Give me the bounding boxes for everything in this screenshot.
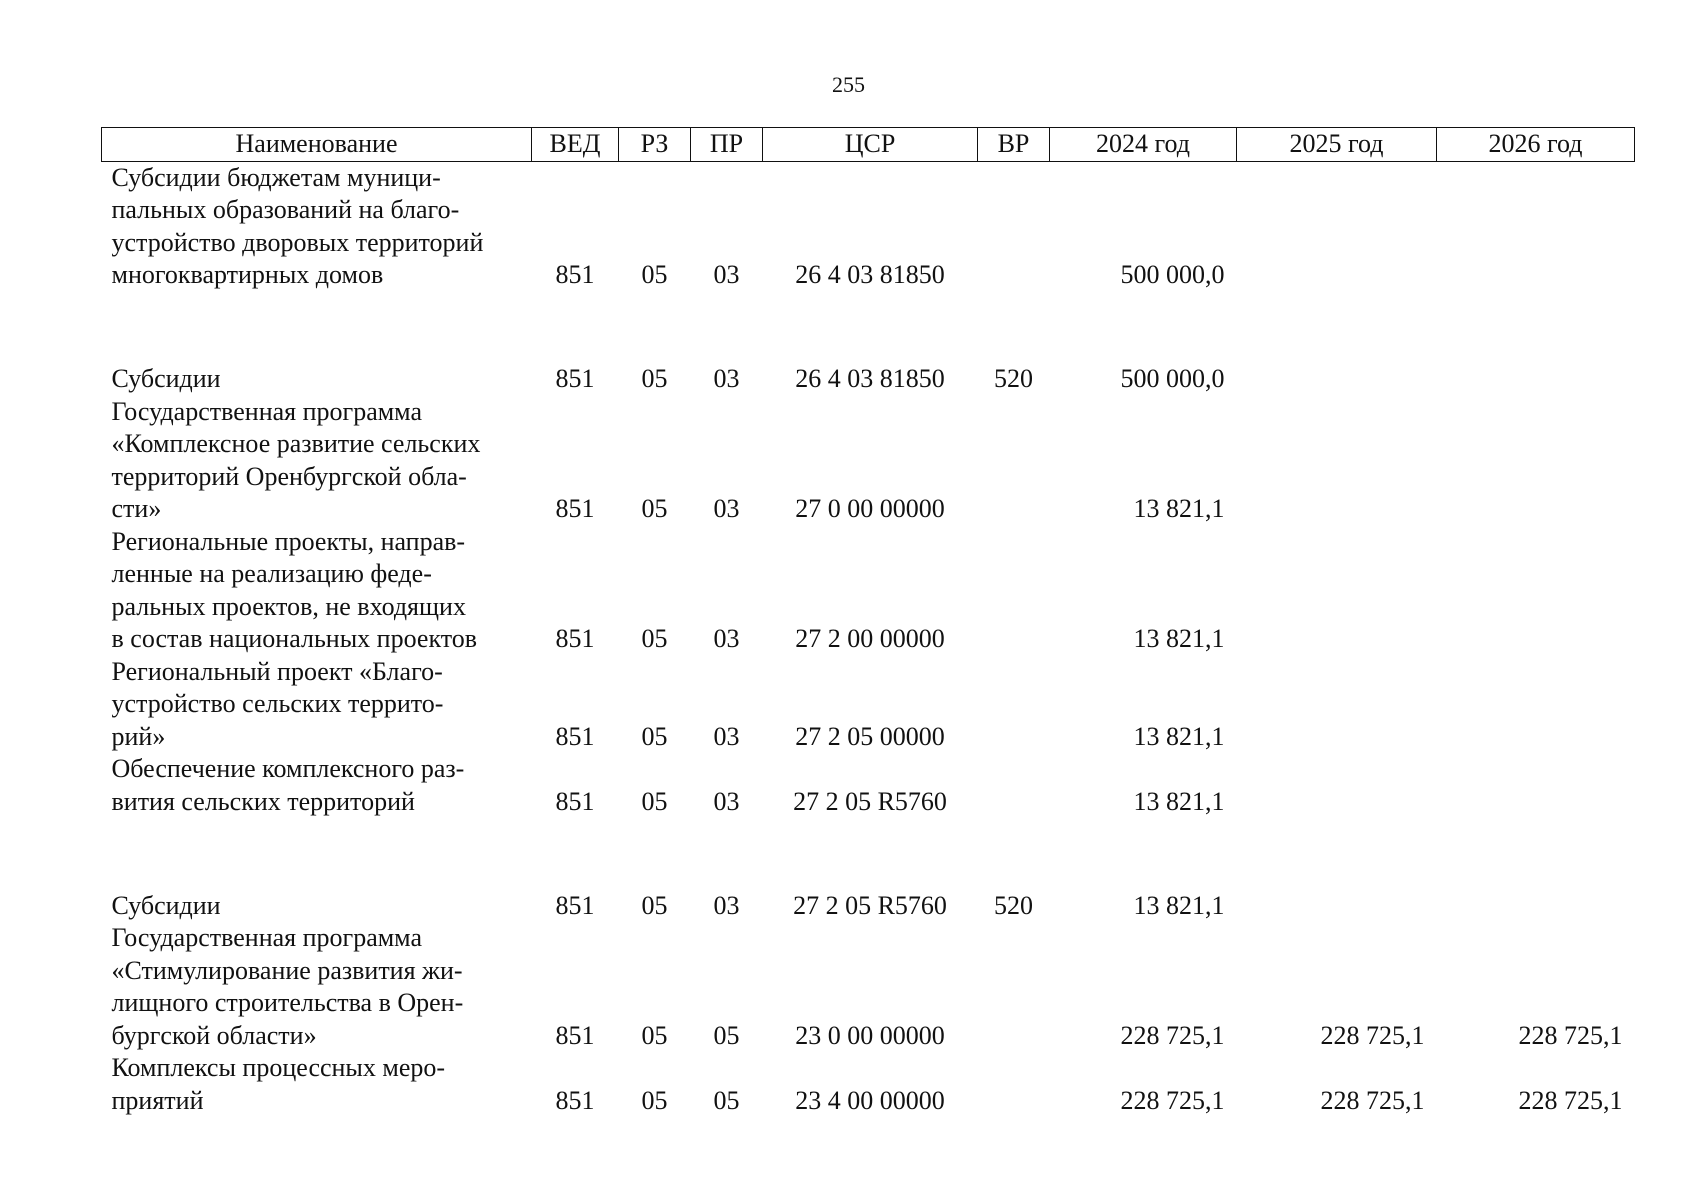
value-2026-cell [1437,161,1635,292]
csr-cell: 27 0 00 00000 [795,494,945,523]
row-name-line: лищного строительства в Орен- [111,988,464,1017]
csr-cell: 27 2 05 00000 [795,721,945,751]
ved-cell: 851 [555,786,595,816]
row-name-line: Субсидии бюджетам муници- [111,162,441,192]
row-name-line: Региональные проекты, направ- [111,526,466,556]
row-name-line: рий» [111,721,166,751]
pr-cell: 03 [713,494,740,523]
row-name-cell [102,1052,532,1117]
row-name-line: Субсидии [111,890,221,920]
row-name-cell [102,818,532,922]
header-row [102,128,1635,162]
row-name-cell [102,922,532,1052]
page-number: 255 [832,72,865,97]
header-ved: ВЕД [532,128,619,162]
value-2026-cell [1437,753,1635,818]
row-name-line: устройство сельских террито- [111,689,444,718]
row-name-line: Государственная программа [111,396,423,426]
row-name-line: ральных проектов, не входящих [111,591,466,621]
table-row [102,818,1635,922]
pr-cell: 05 [713,1020,740,1050]
row-name-cell [102,753,532,818]
csr-cell: 27 2 00 00000 [795,624,945,653]
csr-cell: 26 4 03 81850 [795,364,945,393]
row-name-line: устройство дворовых территорий [111,227,484,257]
value-2026-cell: 228 725,1 [1518,1085,1623,1115]
value-2025-cell [1237,656,1437,754]
value-2025-cell [1237,396,1437,526]
ved-cell: 851 [555,260,595,289]
row-name-cell [102,526,532,656]
value-2024-cell: 228 725,1 [1120,1085,1225,1115]
row-name-line: Обеспечение комплексного раз- [111,754,465,783]
rz-cell: 05 [641,364,668,393]
table-row [102,396,1635,526]
rz-cell: 05 [641,890,668,920]
header-2024: 2024 год [1050,128,1237,162]
rz-cell: 05 [641,721,668,751]
row-name-line: «Комплексное развитие сельских [111,429,481,458]
ved-cell: 851 [555,721,595,751]
row-name-cell [102,656,532,754]
budget-table [101,127,1635,1117]
ved-cell: 851 [555,624,595,653]
vr-cell [978,396,1050,526]
table-row [102,292,1635,396]
pr-cell: 03 [713,890,740,920]
row-name-cell [102,161,532,292]
value-2025-cell [1237,753,1437,818]
header-vr: ВР [978,128,1050,162]
value-2024-cell: 13 821,1 [1133,624,1225,653]
row-name-line: пальных образований на благо- [111,195,460,224]
vr-cell: 520 [994,890,1033,920]
csr-cell: 27 2 05 R5760 [793,890,947,920]
value-2024-cell: 13 821,1 [1133,786,1225,816]
row-name-line: многоквартирных домов [111,260,384,289]
row-name-line [112,857,526,890]
csr-cell: 23 0 00 00000 [795,1020,945,1050]
table-body [102,161,1635,1117]
header-rz: РЗ [619,128,691,162]
value-2025-cell: 228 725,1 [1320,1085,1425,1115]
rz-cell: 05 [641,624,668,653]
row-name-line: «Стимулирование развития жи- [111,955,463,985]
value-2026-cell [1437,656,1635,754]
table-row [102,161,1635,292]
vr-cell: 520 [994,364,1033,393]
value-2025-cell [1237,161,1437,292]
value-2026-cell [1437,396,1635,526]
header-name: Наименование [102,128,532,162]
value-2025-cell: 228 725,1 [1320,1020,1425,1050]
pr-cell: 03 [713,721,740,751]
value-2026-cell [1437,818,1635,922]
vr-cell [978,161,1050,292]
header-pr: ПР [691,128,763,162]
csr-cell: 27 2 05 R5760 [793,786,947,816]
row-name-cell [102,396,532,526]
table-row [102,656,1635,754]
header-2025: 2025 год [1237,128,1437,162]
header-csr: ЦСР [763,128,978,162]
ved-cell: 851 [555,1085,595,1115]
row-name-line: Региональный проект «Благо- [111,656,443,686]
pr-cell: 03 [713,260,740,289]
row-name-line [112,331,526,364]
table-row [102,1052,1635,1117]
vr-cell [978,1052,1050,1117]
row-name-line: ленные на реализацию феде- [111,559,432,588]
value-2024-cell: 13 821,1 [1133,494,1225,523]
csr-cell: 26 4 03 81850 [795,260,945,289]
table-header [102,128,1635,162]
pr-cell: 03 [713,786,740,816]
value-2024-cell: 500 000,0 [1120,260,1225,289]
ved-cell: 851 [555,1020,595,1050]
row-name-line: Субсидии [111,364,221,393]
rz-cell: 05 [641,260,668,289]
table-row [102,526,1635,656]
pr-cell: 05 [713,1085,740,1115]
value-2025-cell [1237,526,1437,656]
table-row [102,922,1635,1052]
value-2026-cell: 228 725,1 [1518,1020,1623,1050]
pr-cell: 03 [713,364,740,393]
value-2024-cell: 13 821,1 [1133,890,1225,920]
row-name-line: вития сельских территорий [111,786,415,816]
row-name-line: сти» [111,494,162,523]
row-name-line: Государственная программа [111,923,423,952]
header-2026: 2026 год [1437,128,1635,162]
value-2026-cell [1437,526,1635,656]
table-row [102,753,1635,818]
value-2024-cell: 500 000,0 [1120,364,1225,393]
vr-cell [978,656,1050,754]
vr-cell [978,753,1050,818]
value-2026-cell [1437,292,1635,396]
ved-cell: 851 [555,890,595,920]
rz-cell: 05 [641,1020,668,1050]
row-name-line: приятий [111,1085,204,1115]
vr-cell [978,922,1050,1052]
value-2025-cell [1237,818,1437,922]
ved-cell: 851 [555,364,595,393]
vr-cell [978,526,1050,656]
row-name-line: бургской области» [111,1020,317,1050]
ved-cell: 851 [555,494,595,523]
csr-cell: 23 4 00 00000 [795,1085,945,1115]
rz-cell: 05 [641,1085,668,1115]
row-name-line: в состав национальных проектов [111,624,478,653]
row-name-line: территорий Оренбургской обла- [111,461,467,491]
rz-cell: 05 [641,494,668,523]
value-2024-cell: 13 821,1 [1133,721,1225,751]
pr-cell: 03 [713,624,740,653]
rz-cell: 05 [641,786,668,816]
row-name-cell [102,292,532,396]
value-2025-cell [1237,292,1437,396]
row-name-line: Комплексы процессных меро- [111,1053,446,1082]
value-2024-cell: 228 725,1 [1120,1020,1225,1050]
